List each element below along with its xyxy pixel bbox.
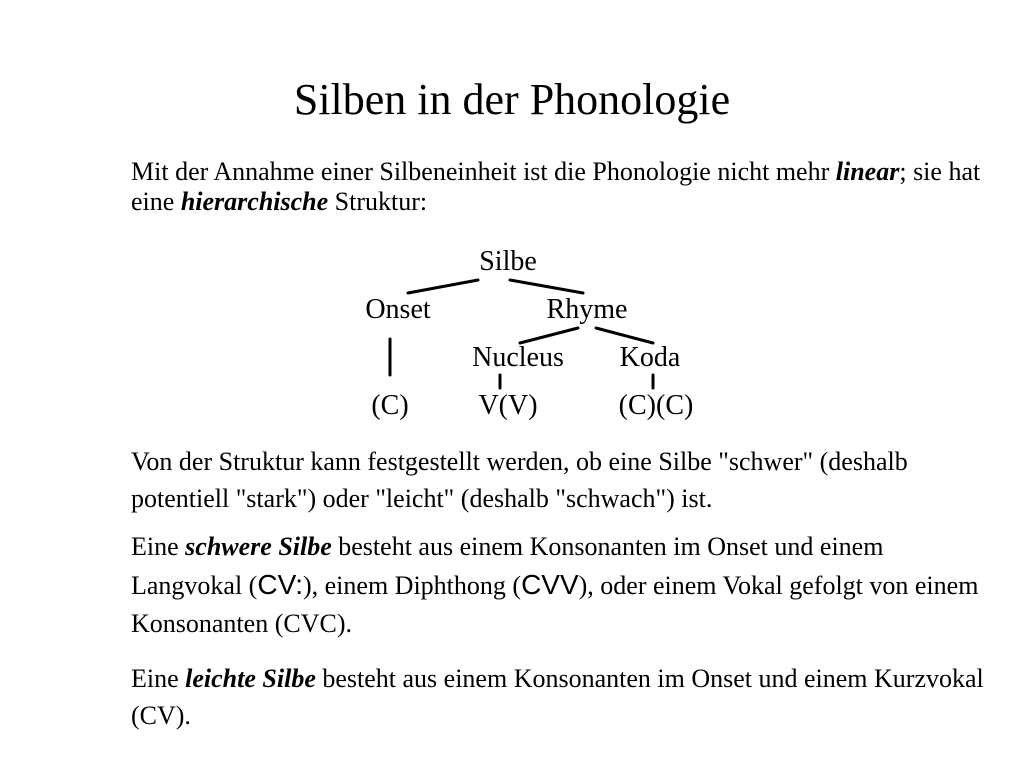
emphasis-hierarchisch: hierarchische: [180, 187, 329, 216]
node-onset: Onset: [365, 294, 431, 325]
leaf-onset: (C): [371, 390, 409, 421]
emphasis-schwere-silbe: schwere Silbe: [185, 532, 332, 561]
node-silbe: Silbe: [479, 246, 537, 277]
edge-rhyme-nucleus: [520, 328, 578, 343]
heavy-syllable-paragraph: [131, 528, 991, 643]
heavy-text-2: besteht aus einem Konsonanten im Onset und einem Langvokal (: [131, 532, 884, 600]
slide-title: Silben in der Phonologie: [293, 75, 731, 124]
node-koda: Koda: [619, 342, 681, 373]
intro-text-1: Mit der Annahme einer Silbeneinheit ist die Phonologie nicht mehr: [131, 157, 836, 186]
edge-rhyme-koda: [596, 328, 653, 343]
intro-text-3: Struktur:: [328, 187, 428, 216]
leaf-koda: (C)(C): [618, 390, 694, 421]
example-cvv: CVV: [521, 569, 579, 600]
heavy-text-1: Eine: [131, 532, 186, 561]
weight-paragraph: Von der Struktur kann festgestellt werden, ob eine Silbe "schwer" (deshalb potentiell "stark") oder "leicht" (deshalb "schwach") ist.: [131, 447, 908, 513]
emphasis-linear: linear: [835, 157, 900, 186]
light-text-1: Eine: [131, 664, 186, 693]
heavy-text-3: ), einem Diphthong (: [302, 571, 522, 600]
example-cv-long: CV:: [257, 569, 303, 600]
heavy-text-4: ), oder einem Vokal gefolgt von einem Konsonanten (CVC).: [131, 571, 979, 638]
leaf-nucleus: V(V): [478, 390, 538, 421]
edge-silbe-rhyme: [510, 280, 583, 293]
node-rhyme: Rhyme: [546, 294, 628, 325]
light-syllable-paragraph: [131, 660, 991, 734]
light-text-2: besteht aus einem Konsonanten im Onset und einem Kurzvokal (CV).: [131, 664, 984, 730]
emphasis-leichte-silbe: leichte Silbe: [185, 664, 316, 693]
node-nucleus: Nucleus: [472, 342, 564, 373]
edge-silbe-onset: [408, 280, 478, 293]
intro-text-2: ; sie hat eine: [131, 157, 981, 216]
